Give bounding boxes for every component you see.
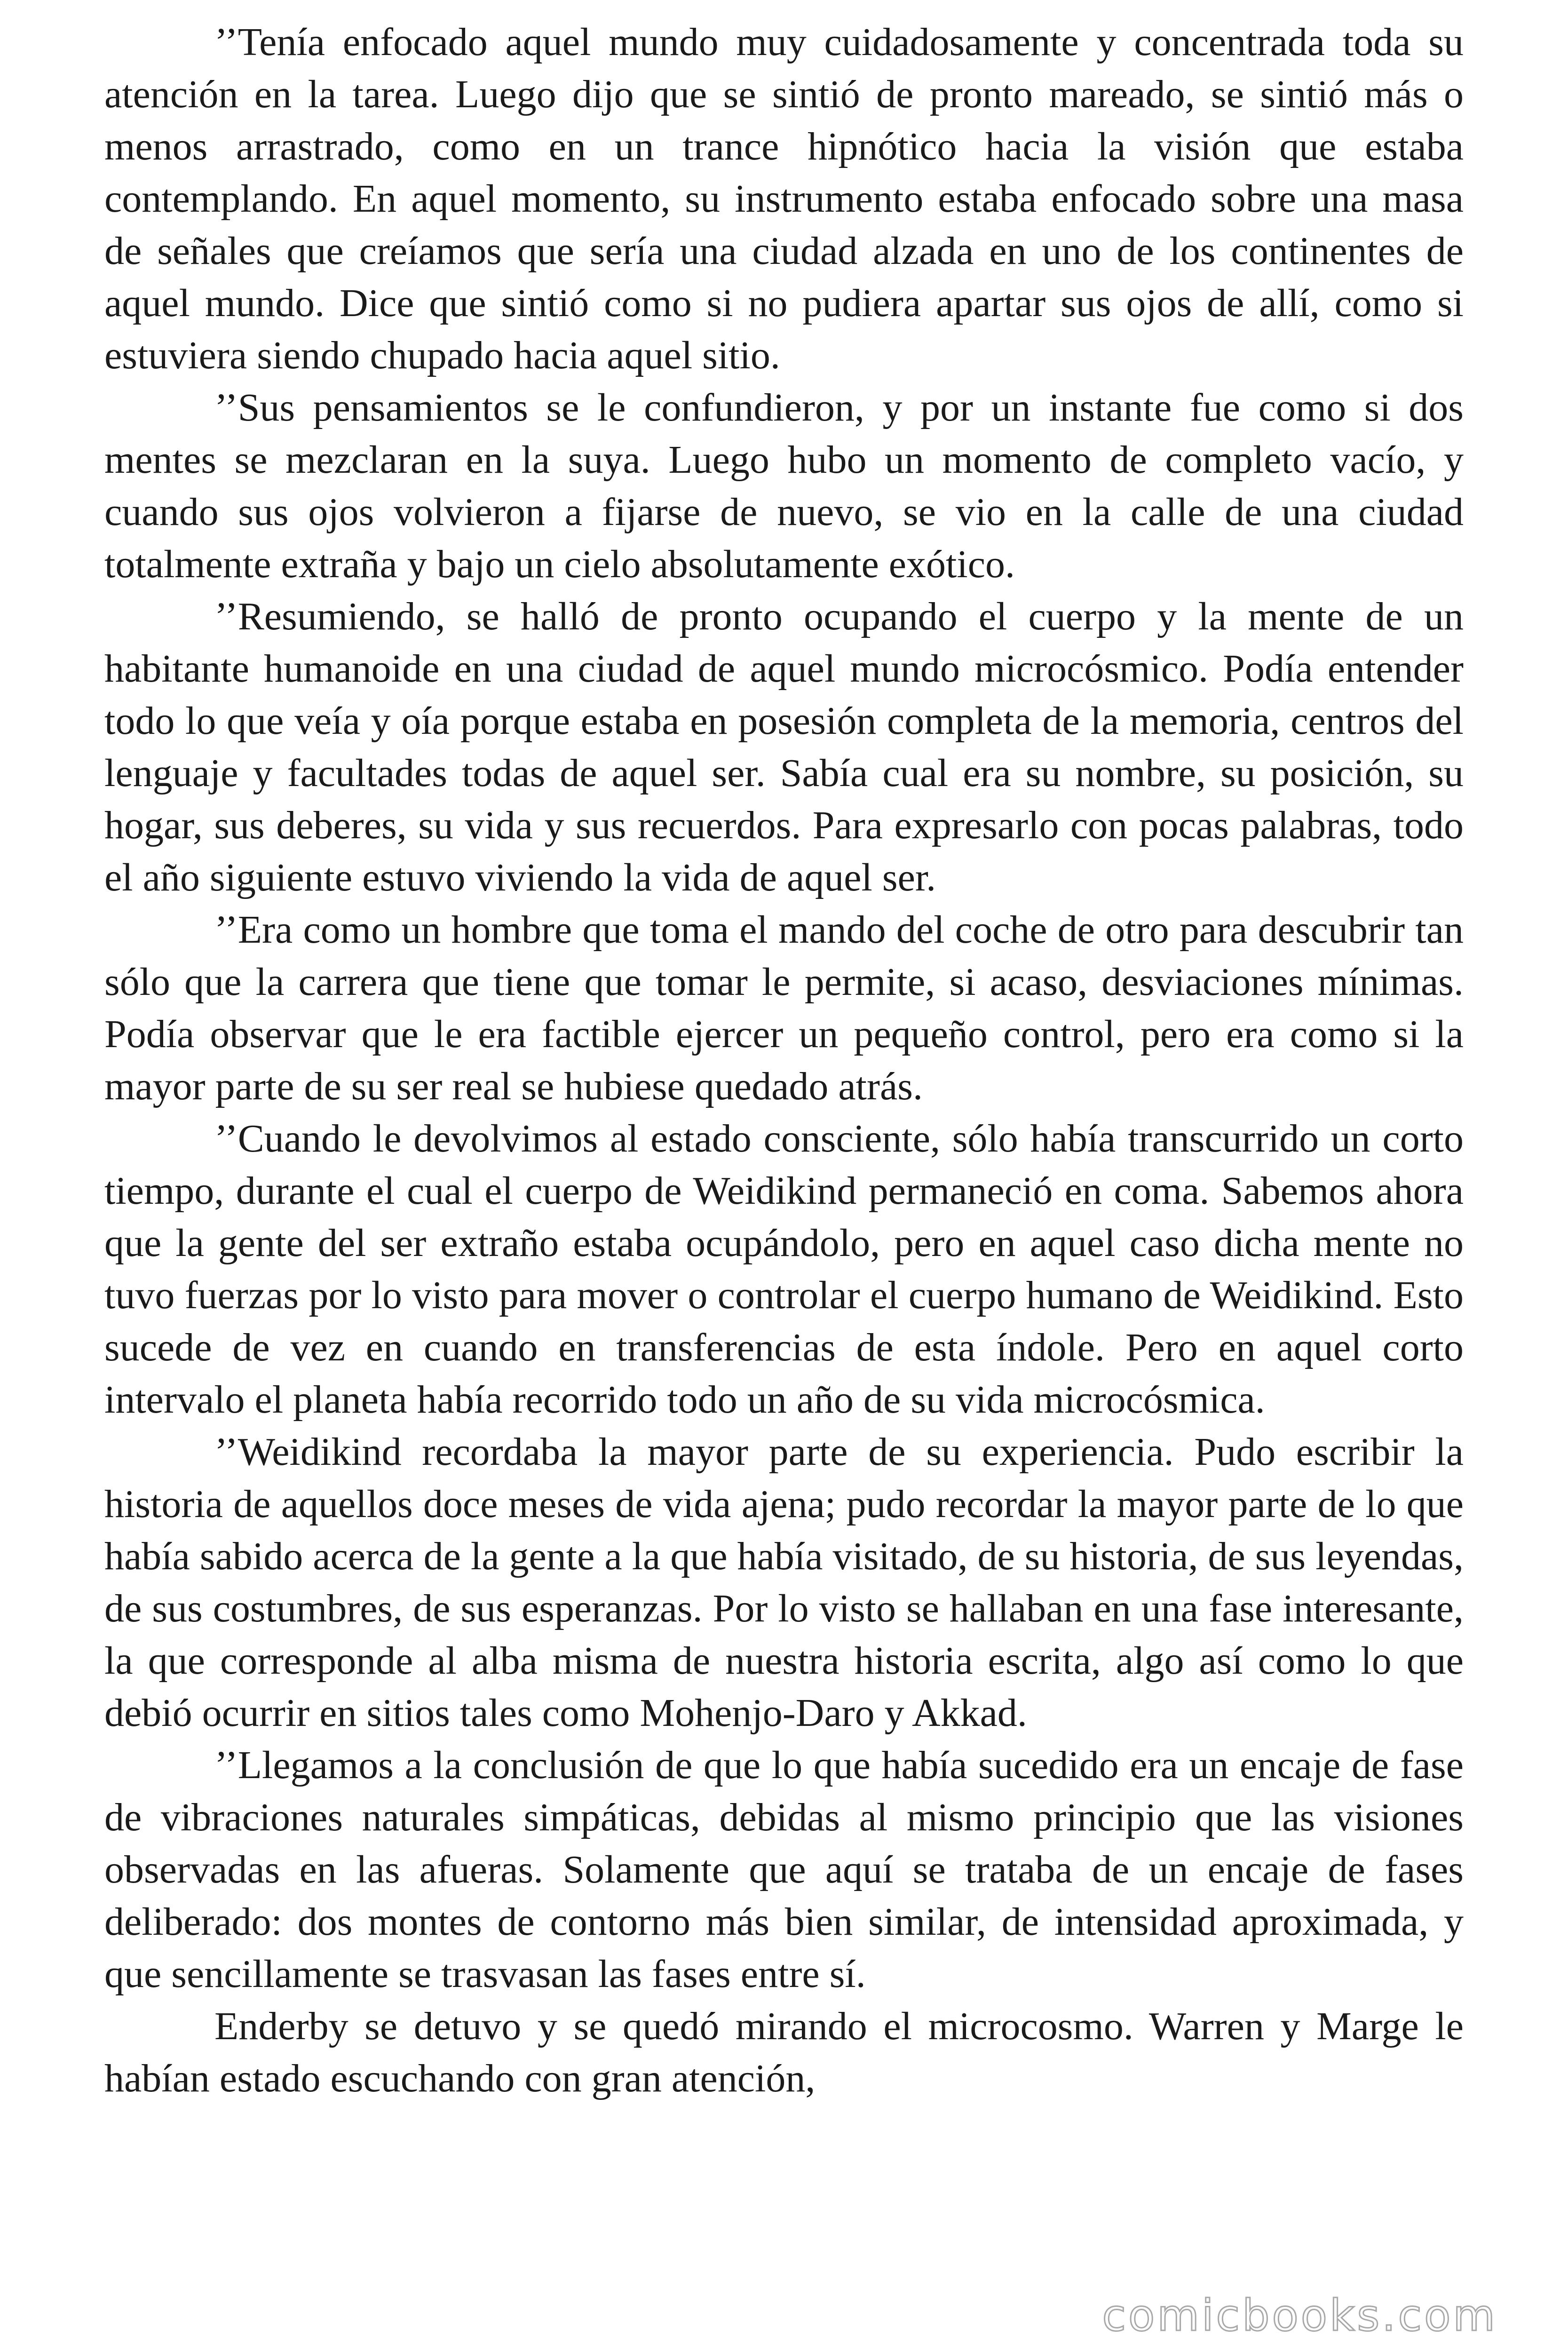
paragraph: ’’Resumiendo, se halló de pronto ocupando el cuerpo y la mente de un habitante humanoide en una ciudad de aquel mundo microcósmico. Podía entender todo lo que veía y oía porque estaba en posesión completa de la memoria, centros del lenguaje y facultades todas de aquel ser. Sabía cual era su nombre, su posición, su hogar, sus deberes, su vida y sus recuerdos. Para expresarlo con pocas palabras, todo el año siguiente estuvo viviendo la vida de aquel ser. bbox=[104, 595, 1464, 899]
page-text bbox=[104, 16, 1464, 2105]
paragraph: ’’Llegamos a la conclusión de que lo que había sucedido era un encaje de fase de vibraciones naturales simpáticas, debidas al mismo principio que las visiones observadas en las afueras. Solamente que aquí se trataba de un encaje de fases deliberado: dos montes de contorno más bien similar, de intensidad aproximada, y que sencillamente se trasvasan las fases entre sí. bbox=[104, 1743, 1464, 1996]
paragraph: ’’Sus pensamientos se le confundieron, y por un instante fue como si dos mentes se mezclaran en la suya. Luego hubo un momento de completo vacío, y cuando sus ojos volvieron a fijarse de nuevo, se vio en la calle de una ciudad totalmente extraña y bajo un cielo absolutamente exótico. bbox=[104, 386, 1464, 586]
watermark: comicbooks.com bbox=[1102, 2290, 1497, 2341]
paragraph: Enderby se detuvo y se quedó mirando el microcosmo. Warren y Marge le habían estado escuchando con gran atención, bbox=[104, 2004, 1464, 2100]
paragraph: ’’Weidikind recordaba la mayor parte de su experiencia. Pudo escribir la historia de aquellos doce meses de vida ajena; pudo recordar la mayor parte de lo que había sabido acerca de la gente a la que había visitado, de su historia, de sus leyendas, de sus costumbres, de sus esperanzas. Por lo visto se hallaban en una fase interesante, la que corresponde al alba misma de nuestra historia escrita, algo así como lo que debió ocurrir en sitios tales como Mohenjo-Daro y Akkad. bbox=[104, 1430, 1464, 1735]
paragraph: ’’Cuando le devolvimos al estado consciente, sólo había transcurrido un corto tiempo, durante el cual el cuerpo de Weidikind permaneció en coma. Sabemos ahora que la gente del ser extraño estaba ocupándolo, pero en aquel caso dicha mente no tuvo fuerzas por lo visto para mover o controlar el cuerpo humano de Weidikind. Esto sucede de vez en cuando en transferencias de esta índole. Pero en aquel corto intervalo el planeta había recorrido todo un año de su vida microcósmica. bbox=[104, 1117, 1464, 1422]
paragraph: ’’Era como un hombre que toma el mando del coche de otro para descubrir tan sólo que la carrera que tiene que tomar le permite, si acaso, desviaciones mínimas. Podía observar que le era factible ejercer un pequeño control, pero era como si la mayor parte de su ser real se hubiese quedado atrás. bbox=[104, 908, 1464, 1108]
paragraph: ’’Tenía enfocado aquel mundo muy cuidadosamente y concentrada toda su atención en la tarea. Luego dijo que se sintió de pronto mareado, se sintió más o menos arrastrado, como en un trance hipnótico hacia la visión que estaba contemplando. En aquel momento, su instrumento estaba enfocado sobre una masa de señales que creíamos que sería una ciudad alzada en uno de los continentes de aquel mundo. Dice que sintió como si no pudiera apartar sus ojos de allí, como si estuviera siendo chupado hacia aquel sitio. bbox=[104, 20, 1464, 377]
